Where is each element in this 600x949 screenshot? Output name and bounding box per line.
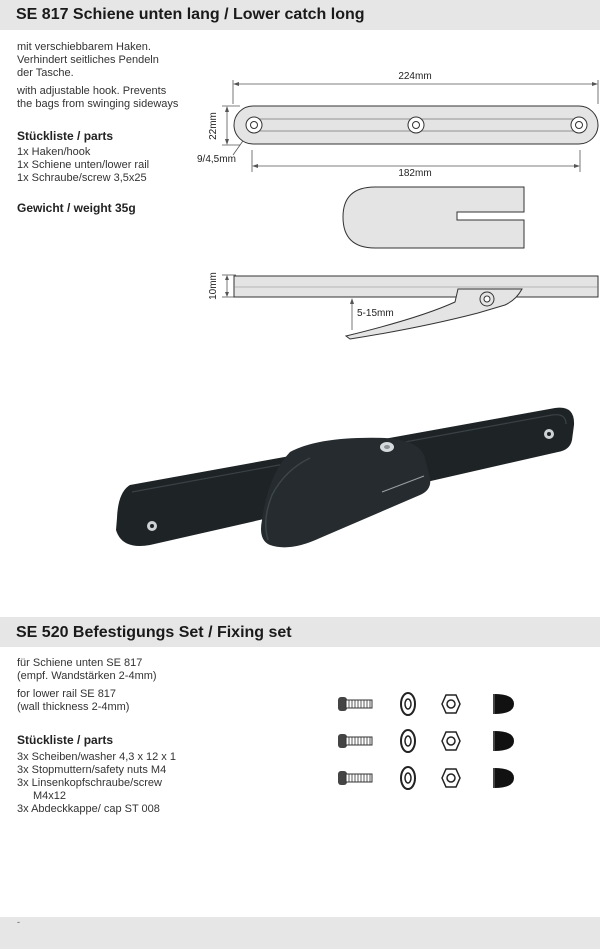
desc-line: the bags from swinging sideways bbox=[17, 98, 179, 110]
cap-icon bbox=[493, 694, 514, 714]
desc-line: der Tasche. bbox=[17, 67, 74, 79]
section2-title: SE 520 Befestigungs Set / Fixing set bbox=[16, 624, 292, 641]
parts-item: 3x Stopmuttern/safety nuts M4 bbox=[17, 764, 167, 776]
dim-thickness: 10mm bbox=[208, 272, 219, 300]
footer-band bbox=[0, 917, 600, 949]
parts-item: M4x12 bbox=[33, 790, 67, 802]
desc-line: für Schiene unten SE 817 bbox=[17, 657, 143, 669]
desc-line: (wall thickness 2-4mm) bbox=[17, 701, 130, 713]
technical-drawing bbox=[0, 0, 600, 360]
section1-weight: Gewicht / weight 35g bbox=[17, 201, 136, 215]
rail-side-view bbox=[234, 276, 598, 297]
section1-title: SE 817 Schiene unten lang / Lower catch long bbox=[16, 6, 365, 23]
nut-icon bbox=[442, 769, 460, 787]
cap-icon bbox=[493, 768, 514, 788]
washer-icon bbox=[401, 730, 415, 752]
screw-icon bbox=[338, 771, 372, 785]
section1-parts-heading: Stückliste / parts bbox=[17, 129, 114, 143]
rail-top-view bbox=[234, 106, 598, 144]
product-photo bbox=[0, 380, 600, 600]
parts-item: 3x Abdeckkappe/ cap ST 008 bbox=[17, 803, 160, 815]
section2-desc-de bbox=[17, 657, 157, 683]
desc-line: mit verschiebbarem Haken. bbox=[17, 41, 151, 53]
parts-item: 1x Haken/hook bbox=[17, 146, 91, 158]
fixing-parts bbox=[330, 685, 530, 795]
desc-line: Verhindert seitliches Pendeln bbox=[17, 54, 159, 66]
screw-icon bbox=[338, 734, 372, 748]
washer-icon bbox=[401, 693, 415, 715]
desc-line: with adjustable hook. Prevents bbox=[17, 85, 167, 97]
desc-line: for lower rail SE 817 bbox=[17, 688, 117, 700]
dim-height: 22mm bbox=[208, 112, 219, 140]
dim-length: 224mm bbox=[398, 71, 432, 82]
parts-item: 1x Schraube/screw 3,5x25 bbox=[17, 172, 147, 184]
parts-item: 3x Linsenkopfschraube/screw bbox=[17, 777, 162, 789]
dim-spacing: 182mm bbox=[398, 168, 432, 179]
nut-icon bbox=[442, 732, 460, 750]
desc-line: (empf. Wandstärken 2-4mm) bbox=[17, 670, 157, 682]
parts-item: 3x Scheiben/washer 4,3 x 12 x 1 bbox=[17, 751, 176, 763]
footer-mark: - bbox=[17, 917, 20, 927]
section2-parts-heading: Stückliste / parts bbox=[17, 733, 114, 747]
cap-icon bbox=[493, 731, 514, 751]
section2-parts-list bbox=[17, 751, 176, 816]
washer-icon bbox=[401, 767, 415, 789]
section2-desc-en bbox=[17, 688, 129, 714]
nut-icon bbox=[442, 695, 460, 713]
screw-icon bbox=[338, 697, 372, 711]
dim-gap: 5-15mm bbox=[357, 308, 394, 319]
dim-hole: 9/4,5mm bbox=[197, 154, 236, 165]
parts-item: 1x Schiene unten/lower rail bbox=[17, 159, 150, 171]
section2-header bbox=[0, 617, 600, 647]
hook-top-view bbox=[343, 187, 524, 248]
